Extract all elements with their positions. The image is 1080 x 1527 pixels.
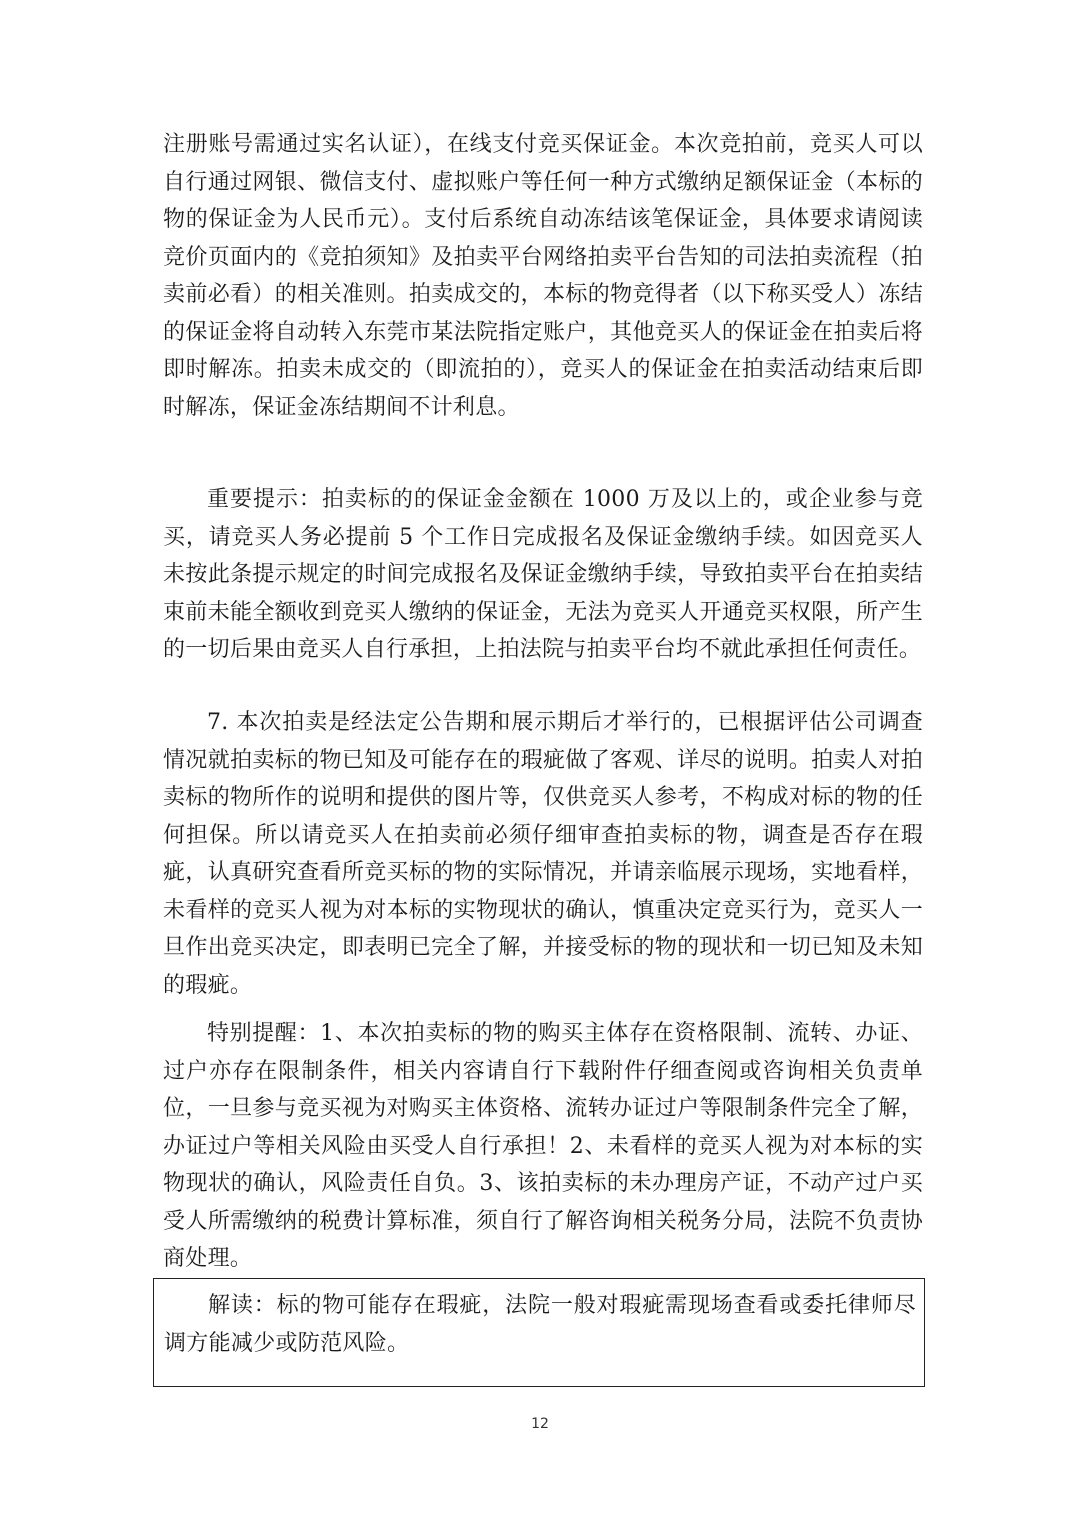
paragraph-item-7: 7. 本次拍卖是经法定公告期和展示期后才举行的，已根据评估公司调查情况就拍卖标的物已知及可能存在的瑕疵做了客观、详尽的说明。拍卖人对拍卖标的物所作的说明和提供的图片等，仅供竞买人参考，不构成对标的物的任何担保。所以请竞买人在拍卖前必须仔细审查拍卖标的物，调查是否存在瑕疵，认真研究查看所竞买标的物的实际情况，并请亲临展示现场，实地看样，未看样的竞买人视为对本标的实物现状的确认，慎重决定竞买行为，竞买人一旦作出竞买决定，即表明已完全了解，并接受标的物的现状和一切已知及未知的瑕疵。 [163,710,923,998]
interpretation-note-box [153,1278,925,1387]
interpretation-note-text: 解读：标的物可能存在瑕疵，法院一般对瑕疵需现场查看或委托律师尽调方能减少或防范风险。 [164,1293,916,1356]
paragraph-important-notice: 重要提示：拍卖标的的保证金金额在 1000 万及以上的，或企业参与竞买，请竞买人务必提前 5 个工作日完成报名及保证金缴纳手续。如因竞买人未按此条提示规定的时间完成报名及保证金缴纳手续，导致拍卖平台在拍卖结束前未能全额收到竞买人缴纳的保证金，无法为竞买人开通竞买权限，所产生的一切后果由竞买人自行承担，上拍法院与拍卖平台均不就此承担任何责任。 [163,487,923,662]
paragraph-special-reminder: 特别提醒：1、本次拍卖标的物的购买主体存在资格限制、流转、办证、过户亦存在限制条件，相关内容请自行下载附件仔细查阅或咨询相关负责单位，一旦参与竞买视为对购买主体资格、流转办证过户等限制条件完全了解，办证过户等相关风险由买受人自行承担！2、未看样的竞买人视为对本标的实物现状的确认，风险责任自负。3、该拍卖标的未办理房产证，不动产过户买受人所需缴纳的税费计算标准，须自行了解咨询相关税务分局，法院不负责协商处理。 [163,1021,923,1271]
page-number: 12 [531,1416,549,1432]
paragraph-deposit-payment: 注册账号需通过实名认证），在线支付竞买保证金。本次竞拍前，竞买人可以自行通过网银、微信支付、虚拟账户等任何一种方式缴纳足额保证金（本标的物的保证金为人民币元）。支付后系统自动冻结该笔保证金，具体要求请阅读竞价页面内的《竞拍须知》及拍卖平台网络拍卖平台告知的司法拍卖流程（拍卖前必看）的相关准则。拍卖成交的，本标的物竞得者（以下称买受人）冻结的保证金将自动转入东莞市某法院指定账户，其他竞买人的保证金在拍卖后将即时解冻。拍卖未成交的（即流拍的），竞买人的保证金在拍卖活动结束后即时解冻，保证金冻结期间不计利息。 [163,132,923,420]
